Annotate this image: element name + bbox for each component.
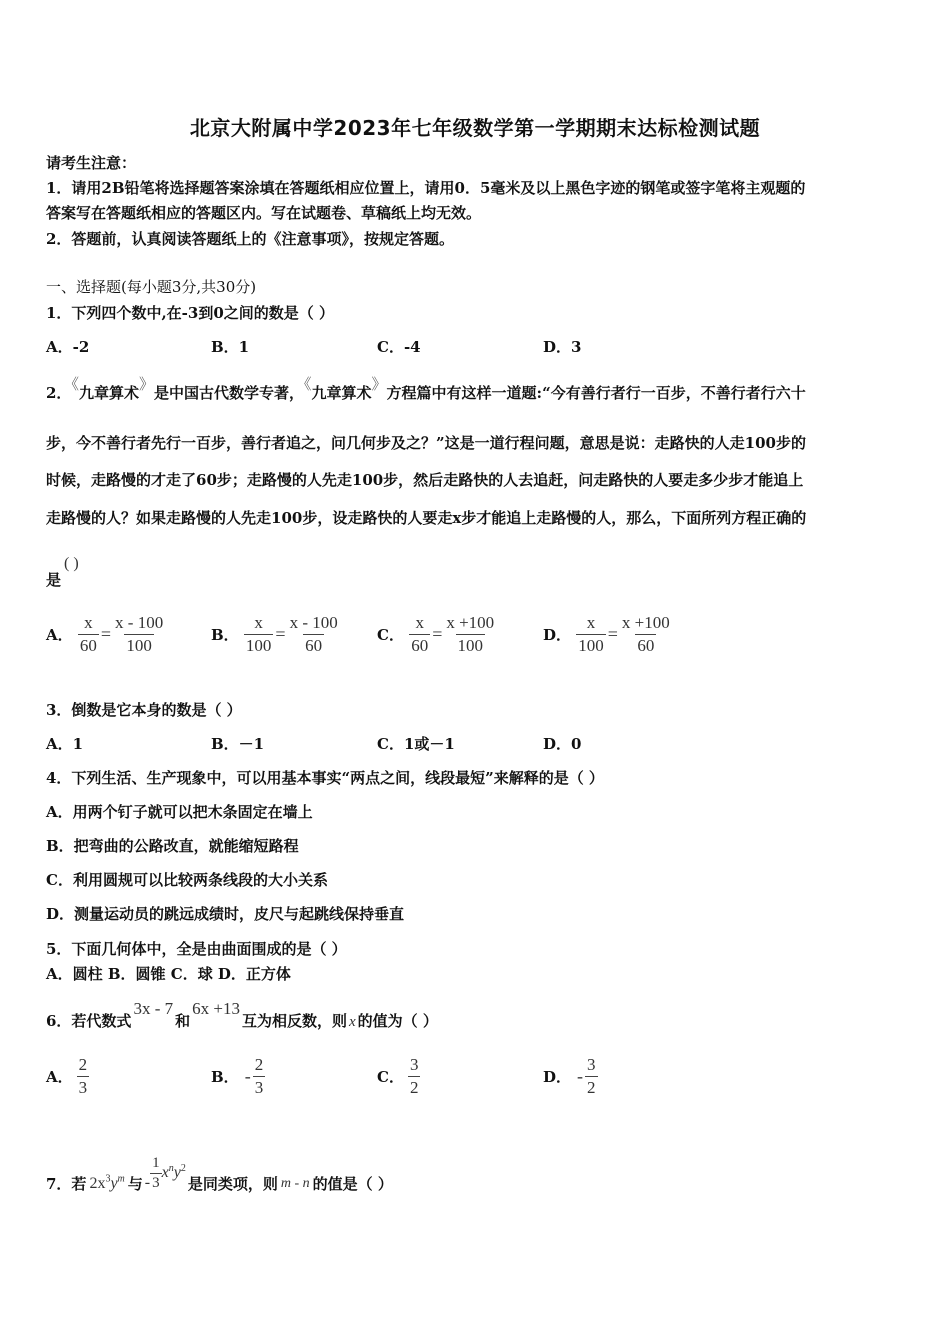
q2-c-left-fraction: $\frac{x}{60}$ [411, 613, 429, 655]
q2-line-5: 是 [46, 571, 62, 589]
q2-d-left-fraction: $\frac{x}{100}$ [578, 613, 604, 655]
q2-a-left-fraction: $\frac{x}{60}$ [79, 613, 97, 655]
q6-option-c: C． $\frac{3}{2}$ [377, 1055, 419, 1097]
q2-b-right-fraction: $\frac{x - 100}{60}$ [289, 613, 338, 655]
q6-option-d: D． - $\frac{3}{2}$ [543, 1055, 596, 1097]
q3-option-c: C．1或－1 [377, 735, 455, 753]
q3-option-b: B．－1 [211, 735, 265, 753]
q5-stem: 5．下面几何体中，全是由曲面围成的是（ ） [46, 940, 347, 958]
q4-option-a: A．用两个钉子就可以把木条固定在墙上 [46, 803, 313, 821]
notice-line-3: 2．答题前，认真阅读答题纸上的《注意事项》，按规定答题。 [46, 230, 454, 248]
notice-line-2: 答案写在答题纸相应的答题区内。写在试题卷、草稿纸上均无效。 [46, 204, 482, 222]
q5-options: A．圆柱 B．圆锥 C．球 D．正方体 [46, 965, 291, 983]
q7-stem: 7．若 $2x^3y^m$ 与 - $\frac{1}{3}$ $x^ny^2$是同类项，则 m - n 的值是（ ） [46, 1155, 393, 1193]
q2-option-a: A． $\frac{x}{60}$ = $\frac{x - 100}{100}$ [46, 613, 164, 655]
q2-book-2: 九章算术 [311, 384, 372, 402]
q3-option-a: A．1 [46, 735, 84, 753]
notice-line-1: 1．请用2B铅笔将选择题答案涂填在答题纸相应位置上，请用0．5毫米及以上黑色字迹的钢笔或签字笔将主观题的 [46, 179, 806, 197]
q6-expr-1: 3x - 7 [133, 999, 174, 1018]
q1-option-d: D．3 [543, 338, 582, 356]
q2-rest-1: 方程篇中有这样一道题:“今有善行者行一百步，不善行者行六十 [386, 384, 806, 402]
q2-mid: 是中国古代数学专著， [153, 384, 304, 402]
q2-line-4: 走路慢的人？如果走路慢的人先走100步，设走路快的人要走x步才能追上走路慢的人，那么，下面所列方程正确的 [46, 509, 807, 527]
q4-option-d: D．测量运动员的跳远成绩时，皮尺与起跳线保持垂直 [46, 905, 405, 923]
q2-line-1: 2．《九章算术》是中国古代数学专著，《九章算术》方程篇中有这样一道题:“今有善行者行一百步，不善行者行六十 [46, 375, 806, 402]
q3-option-d: D．0 [543, 735, 582, 753]
q7-term-2: - $\frac{1}{3}$ $x^ny^2$ [144, 1155, 186, 1192]
q7-term-1: $2x^3y^m$ [89, 1173, 125, 1193]
q1-option-a: A．-2 [46, 338, 90, 356]
q6-option-a: A． $\frac{2}{3}$ [46, 1055, 88, 1097]
q2-prefix: 2． [46, 384, 72, 402]
q3-stem: 3．倒数是它本身的数是（ ） [46, 701, 242, 719]
q6-option-b: B． - $\frac{2}{3}$ [211, 1055, 264, 1097]
q2-option-b: B． $\frac{x}{100}$ = $\frac{x - 100}{60}$ [211, 613, 338, 655]
q6-stem: 6．若代数式3x - 7和6x +13互为相反数，则 x 的值为（ ） [46, 999, 438, 1030]
q2-c-right-fraction: $\frac{x +100}{100}$ [446, 613, 495, 655]
q4-option-b: B．把弯曲的公路改直，就能缩短路程 [46, 837, 299, 855]
page-title: 北京大附属中学2023年七年级数学第一学期期末达标检测试题 [189, 116, 761, 140]
q4-stem: 4．下列生活、生产现象中，可以用基本事实“两点之间，线段最短”来解释的是（ ） [46, 769, 604, 787]
q2-a-right-fraction: $\frac{x - 100}{100}$ [115, 613, 164, 655]
q1-option-b: B．1 [211, 338, 250, 356]
q2-line-2: 步，今不善行者先行一百步，善行者追之，问几何步及之？”这是一道行程问题，意思是说：走路快的人走100步的 [46, 434, 806, 452]
q2-answer-paren: ( ) [64, 555, 79, 572]
notice-heading: 请考生注意： [46, 154, 137, 172]
q2-b-left-fraction: $\frac{x}{100}$ [245, 613, 272, 655]
q2-book-1: 九章算术 [78, 384, 139, 402]
q2-option-d: D． $\frac{x}{100}$ = $\frac{x +100}{60}$ [543, 613, 670, 655]
q1-stem: 1．下列四个数中,在-3到0之间的数是（ ） [46, 304, 334, 322]
q4-option-c: C．利用圆规可以比较两条线段的大小关系 [46, 871, 328, 889]
q2-line-3: 时候，走路慢的才走了60步；走路慢的人先走100步，然后走路快的人去追赶，问走路快的人要走多少步才能追上 [46, 471, 804, 489]
q1-option-c: C．-4 [377, 338, 421, 356]
q2-d-right-fraction: $\frac{x +100}{60}$ [621, 613, 670, 655]
q2-option-c: C． $\frac{x}{60}$ = $\frac{x +100}{100}$ [377, 613, 495, 655]
section-heading: 一、选择题(每小题3分,共30分) [46, 278, 257, 296]
q6-expr-2: 6x +13 [192, 999, 240, 1018]
